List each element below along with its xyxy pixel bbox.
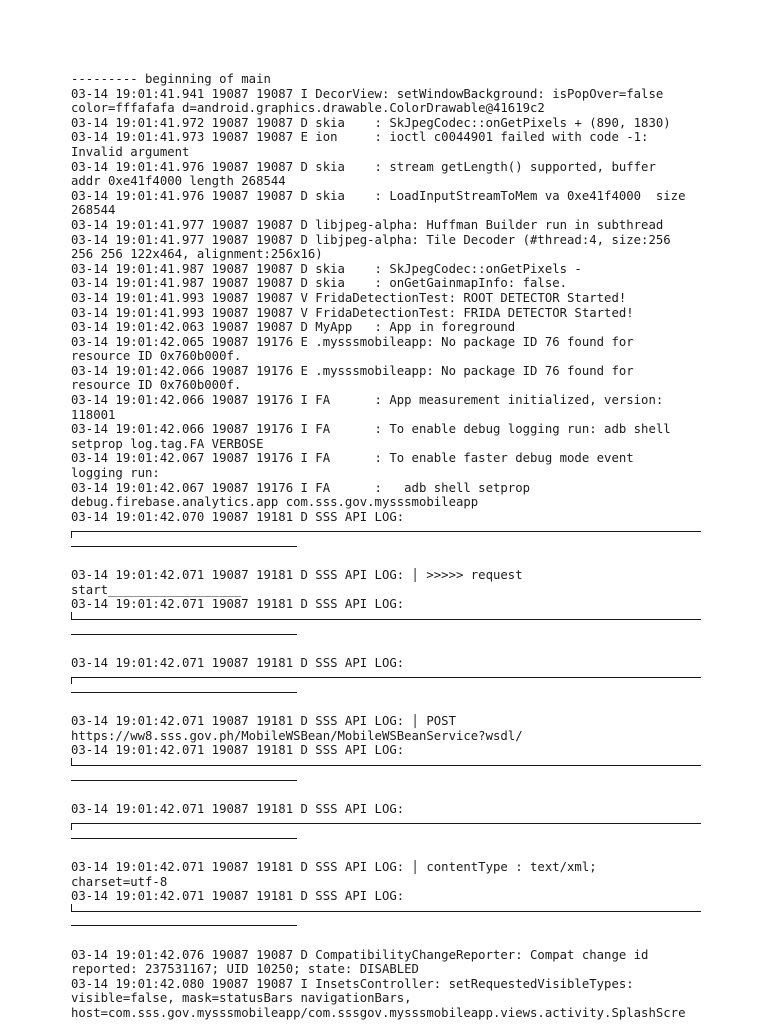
log-document — [71, 72, 701, 1021]
log-line: 03-14 19:01:41.993 19087 19087 V FridaDetectionTest: ROOT DETECTOR Started! — [71, 290, 627, 305]
blank-line — [71, 933, 701, 948]
log-line: 03-14 19:01:41.976 19087 19087 D skia : stream getLength() supported, buffer — [71, 159, 656, 174]
blank-line — [71, 700, 701, 715]
log-line: 03-14 19:01:41.976 19087 19087 D skia : LoadInputStreamToMem va 0xe41f4000 size — [71, 188, 686, 203]
log-line: 268544 — [71, 203, 116, 218]
log-line: 03-14 19:01:42.071 19087 19181 D SSS API LOG: — [71, 655, 405, 670]
box-border-continuation — [71, 627, 297, 642]
log-line: 03-14 19:01:42.066 19087 19176 I FA : To enable debug logging run: adb shell — [71, 422, 671, 437]
log-line: 03-14 19:01:42.071 19087 19181 D SSS API LOG: — [71, 801, 405, 816]
log-line: 03-14 19:01:42.066 19087 19176 I FA : App measurement initialized, version: — [71, 393, 664, 408]
log-line: 03-14 19:01:41.987 19087 19087 D skia : onGetGainmapInfo: false. — [71, 276, 568, 291]
log-line: 03-14 19:01:42.076 19087 19087 D CompatibilityChangeReporter: Compat change id — [71, 947, 649, 962]
log-line: 03-14 19:01:42.071 19087 19181 D SSS API LOG: │ POST — [71, 714, 456, 729]
log-line: 03-14 19:01:42.071 19087 19181 D SSS API LOG: — [71, 597, 405, 612]
log-line: 03-14 19:01:42.080 19087 19087 I InsetsController: setRequestedVisibleTypes: — [71, 976, 634, 991]
log-line: 03-14 19:01:41.941 19087 19087 I DecorView: setWindowBackground: isPopOver=false — [71, 86, 664, 101]
box-bottom-border — [71, 612, 701, 627]
log-line: visible=false, mask=statusBars navigationBars, — [71, 991, 412, 1006]
log-line: setprop log.tag.FA VERBOSE — [71, 436, 264, 451]
blank-line — [71, 554, 701, 569]
box-bottom-border — [71, 758, 701, 773]
log-line: 03-14 19:01:42.071 19087 19181 D SSS API LOG: — [71, 743, 405, 758]
box-border-continuation — [71, 685, 297, 700]
log-line: logging run: — [71, 466, 160, 481]
log-line: 03-14 19:01:41.973 19087 19087 E ion : ioctl c0044901 failed with code -1: — [71, 130, 649, 145]
box-border-continuation — [71, 831, 297, 846]
box-top-border — [71, 524, 701, 539]
log-line: color=fffafafa d=android.graphics.drawable.ColorDrawable@41619c2 — [71, 101, 545, 116]
log-line: 03-14 19:01:41.977 19087 19087 D libjpeg-alpha: Huffman Builder run in subthread — [71, 217, 664, 232]
box-top-border — [71, 816, 701, 831]
log-line: 03-14 19:01:42.065 19087 19176 E .mysssmobileapp: No package ID 76 found for — [71, 334, 634, 349]
log-line: resource ID 0x760b000f. — [71, 378, 242, 393]
log-line: 03-14 19:01:42.071 19087 19181 D SSS API LOG: │ >>>>> request — [71, 568, 523, 583]
blank-line — [71, 845, 701, 860]
box-top-border — [71, 670, 701, 685]
log-line: 03-14 19:01:42.066 19087 19176 E .mysssmobileapp: No package ID 76 found for — [71, 363, 634, 378]
log-line: debug.firebase.analytics.app com.sss.gov.mysssmobileapp — [71, 495, 479, 510]
log-line: 03-14 19:01:42.067 19087 19176 I FA : To enable faster debug mode event — [71, 451, 634, 466]
log-line: 03-14 19:01:42.070 19087 19181 D SSS API LOG: — [71, 509, 405, 524]
box-border-continuation — [71, 773, 297, 788]
log-line: 118001 — [71, 407, 116, 422]
box-bottom-border — [71, 904, 701, 919]
log-line: 03-14 19:01:42.071 19087 19181 D SSS API LOG: │ contentType : text/xml; — [71, 860, 597, 875]
log-line: host=com.sss.gov.mysssmobileapp/com.sssgov.mysssmobileapp.views.activity.SplashScre — [71, 1006, 686, 1020]
log-line: https://ww8.sss.gov.ph/MobileWSBean/MobileWSBeanService?wsdl/ — [71, 728, 523, 743]
log-line: resource ID 0x760b000f. — [71, 349, 242, 364]
log-line: 03-14 19:01:41.987 19087 19087 D skia : SkJpegCodec::onGetPixels - — [71, 261, 582, 276]
log-line: 03-14 19:01:42.067 19087 19176 I FA : adb shell setprop — [71, 480, 531, 495]
log-line: start__________________ — [71, 582, 242, 597]
log-line: --------- beginning of main — [71, 72, 271, 86]
log-line: reported: 237531167; UID 10250; state: DISABLED — [71, 962, 419, 977]
log-line: Invalid argument — [71, 144, 190, 159]
log-line: 03-14 19:01:41.993 19087 19087 V FridaDetectionTest: FRIDA DETECTOR Started! — [71, 305, 634, 320]
log-line: 03-14 19:01:41.977 19087 19087 D libjpeg-alpha: Tile Decoder (#thread:4, size:256 — [71, 232, 671, 247]
log-line: 03-14 19:01:42.071 19087 19181 D SSS API LOG: — [71, 889, 405, 904]
log-line: addr 0xe41f4000 length 268544 — [71, 174, 286, 189]
blank-line — [71, 641, 701, 656]
log-line: charset=utf-8 — [71, 874, 168, 889]
log-line: 03-14 19:01:42.063 19087 19087 D MyApp : App in foreground — [71, 320, 516, 335]
box-border-continuation — [71, 918, 297, 933]
log-line: 256 256 122x464, alignment:256x16) — [71, 247, 323, 262]
blank-line — [71, 787, 701, 802]
log-line: 03-14 19:01:41.972 19087 19087 D skia : SkJpegCodec::onGetPixels + (890, 1830) — [71, 115, 671, 130]
box-border-continuation — [71, 539, 297, 554]
